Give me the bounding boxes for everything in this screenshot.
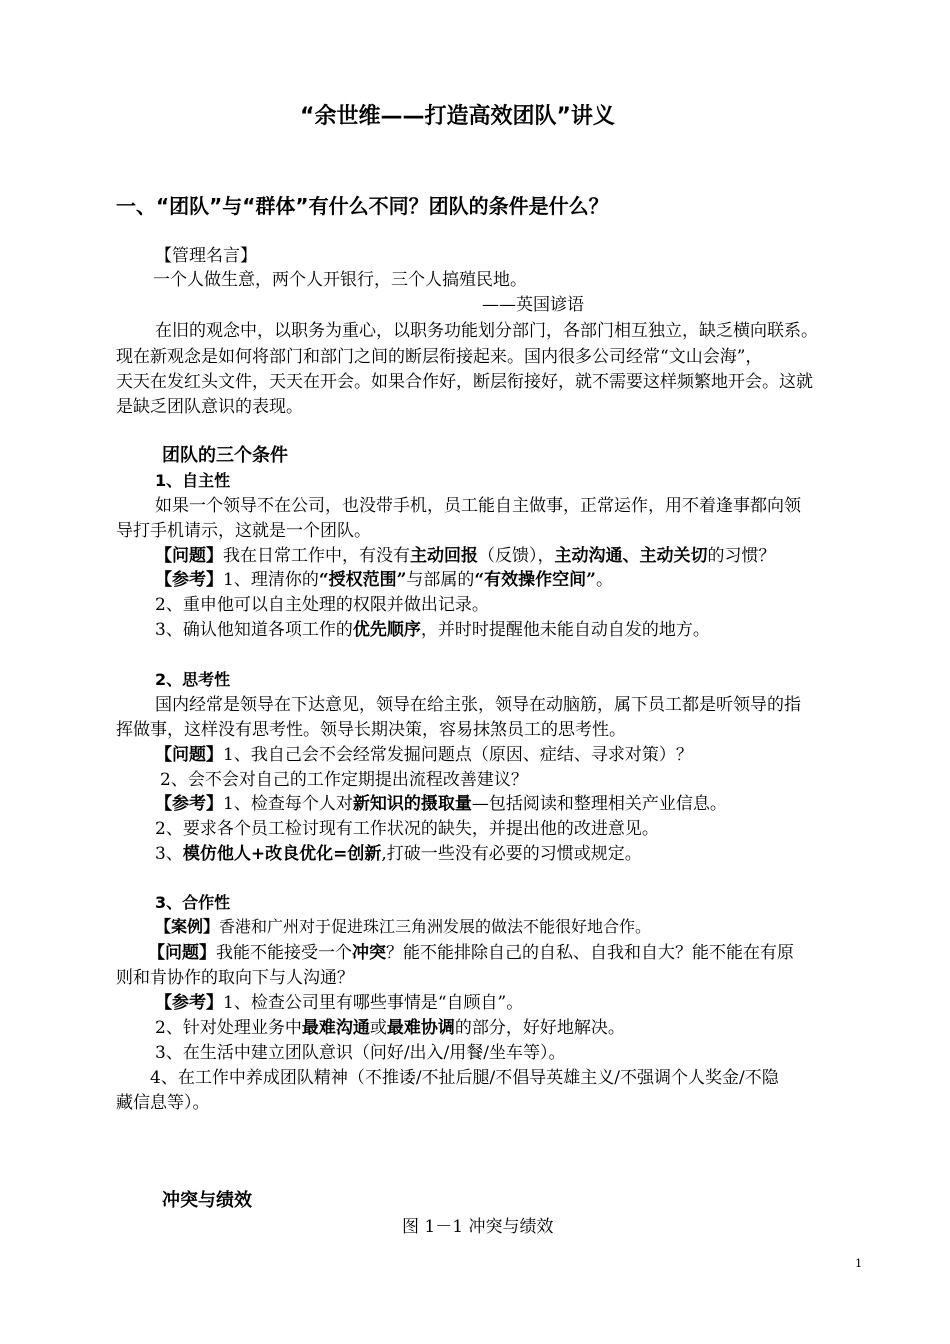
case-label: 【案例】 [155, 917, 220, 936]
question-line: 2、会不会对自己的工作定期提出流程改善建议？ [160, 770, 528, 790]
text-run: （反馈）， [478, 546, 555, 566]
text-run: 3、确认他知道各项工作的 [155, 620, 353, 640]
emphasis: 主动回报 [410, 546, 478, 566]
text-run: ？能不能排除自己的自私、自我和自大？能不能在有原 [386, 943, 794, 963]
reference-line [155, 567, 613, 593]
question-label: 【问题】 [148, 943, 216, 963]
reference-label: 【参考】 [155, 993, 223, 1013]
reference-line [155, 841, 642, 867]
paragraph-line: 导打手机请示，这就是一个团队。 [116, 521, 371, 541]
quote-text: 一个人做生意，两个人开银行，三个人搞殖民地。 [153, 270, 527, 290]
conditions-heading: 团队的三个条件 [162, 445, 288, 466]
emphasis: “有效操作空间” [474, 570, 596, 590]
question-line [148, 940, 794, 966]
reference-line: 藏信息等）。 [116, 1093, 210, 1113]
text-run: —包括阅读和整理相关产业信息。 [471, 794, 727, 814]
text-run: 香港和广州对于促进珠江三角洲发展的做法不能很好地合作。 [219, 917, 652, 936]
text-run: 1、理清你的 [223, 570, 319, 590]
reference-line: 3、在生活中建立团队意识（问好/出入/用餐/坐车等）。 [155, 1043, 566, 1063]
emphasis: 模仿他人+改良优化=创新 [182, 844, 382, 864]
emphasis: 新知识的摄取量 [352, 794, 472, 814]
text-run: 我能不能接受一个 [216, 943, 352, 963]
document-title: “余世维——打造高效团队”讲义 [300, 104, 615, 129]
emphasis: 最难沟通 [301, 1018, 370, 1038]
text-run: 的部分，好好地解决。 [454, 1018, 625, 1038]
paragraph-line: 在旧的观念中，以职务为重心，以职务功能划分部门，各部门相互独立，缺乏横向联系。 [155, 321, 818, 341]
text-run: 。 [595, 570, 613, 590]
conflict-heading: 冲突与绩效 [162, 1190, 252, 1211]
condition-3-heading: 3、合作性 [155, 893, 231, 912]
text-run: 与部属的 [406, 570, 475, 590]
figure-caption: 图 1－1 冲突与绩效 [402, 1217, 554, 1237]
paragraph-line: 现在新观念是如何将部门和部门之间的断层衔接起来。国内很多公司经常“文山会海”， [116, 347, 763, 367]
reference-line: 2、要求各个员工检讨现有工作状况的缺失，并提出他的改进意见。 [155, 819, 659, 839]
reference-label: 【参考】 [155, 794, 223, 814]
reference-line: 2、重申他可以自主处理的权限并做出记录。 [155, 595, 489, 615]
question-line [155, 543, 776, 569]
reference-line: 4、在工作中养成团队精神（不推诿/不扯后腿/不倡导英雄主义/不强调个人奖金/不隐 [150, 1068, 779, 1088]
emphasis: 主动沟通、主动关切 [554, 546, 708, 566]
text-run: 3、 [155, 844, 183, 864]
question-label: 【问题】 [155, 546, 223, 566]
text-run: 或 [369, 1018, 387, 1038]
reference-line [155, 791, 727, 817]
text-run: 1、检查公司里有哪些事情是“自顾自”。 [223, 993, 524, 1013]
emphasis: 最难协调 [386, 1018, 455, 1038]
condition-1-heading: 1、自主性 [155, 471, 231, 490]
question-line [155, 742, 693, 768]
text-run: 1、检查每个人对 [223, 794, 353, 814]
quote-source: ——英国谚语 [482, 295, 584, 315]
reference-label: 【参考】 [155, 570, 223, 590]
text-run: 1、我自己会不会经常发掘问题点（原因、症结、寻求对策）？ [223, 745, 693, 765]
case-line [155, 914, 651, 940]
quote-label: 【管理名言】 [155, 246, 257, 266]
reference-line [155, 990, 523, 1016]
paragraph-line: 天天在发红头文件，天天在开会。如果合作好，断层衔接好，就不需要这样频繁地开会。这就 [116, 372, 813, 392]
text-run: ,打破一些没有必要的习惯或规定。 [381, 844, 642, 864]
emphasis: “授权范围” [318, 570, 407, 590]
question-label: 【问题】 [155, 745, 223, 765]
section-heading-1: 一、“团队”与“群体”有什么不同？团队的条件是什么？ [116, 194, 609, 218]
reference-line [155, 617, 710, 643]
text-run: 我在日常工作中，有没有 [223, 546, 410, 566]
page-number: 1 [855, 1256, 863, 1270]
paragraph-line: 挥做事，这样没有思考性。领导长期决策，容易抹煞员工的思考性。 [116, 720, 626, 740]
text-run: 2、针对处理业务中 [155, 1018, 302, 1038]
paragraph-line: 是缺乏团队意识的表现。 [116, 397, 303, 417]
condition-2-heading: 2、思考性 [155, 670, 231, 689]
emphasis: 优先顺序 [352, 620, 421, 640]
reference-line [155, 1015, 625, 1041]
paragraph-line: 如果一个领导不在公司，也没带手机，员工能自主做事，正常运作，用不着逢事都向领 [155, 496, 801, 516]
emphasis: 冲突 [352, 943, 386, 963]
question-line: 则和肯协作的取向下与人沟通？ [116, 968, 354, 988]
paragraph-line: 国内经常是领导在下达意见，领导在给主张，领导在动脑筋，属下员工都是听领导的指 [155, 695, 801, 715]
text-run: ，并时时提醒他未能自动自发的地方。 [420, 620, 710, 640]
text-run: 的习惯？ [707, 546, 776, 566]
